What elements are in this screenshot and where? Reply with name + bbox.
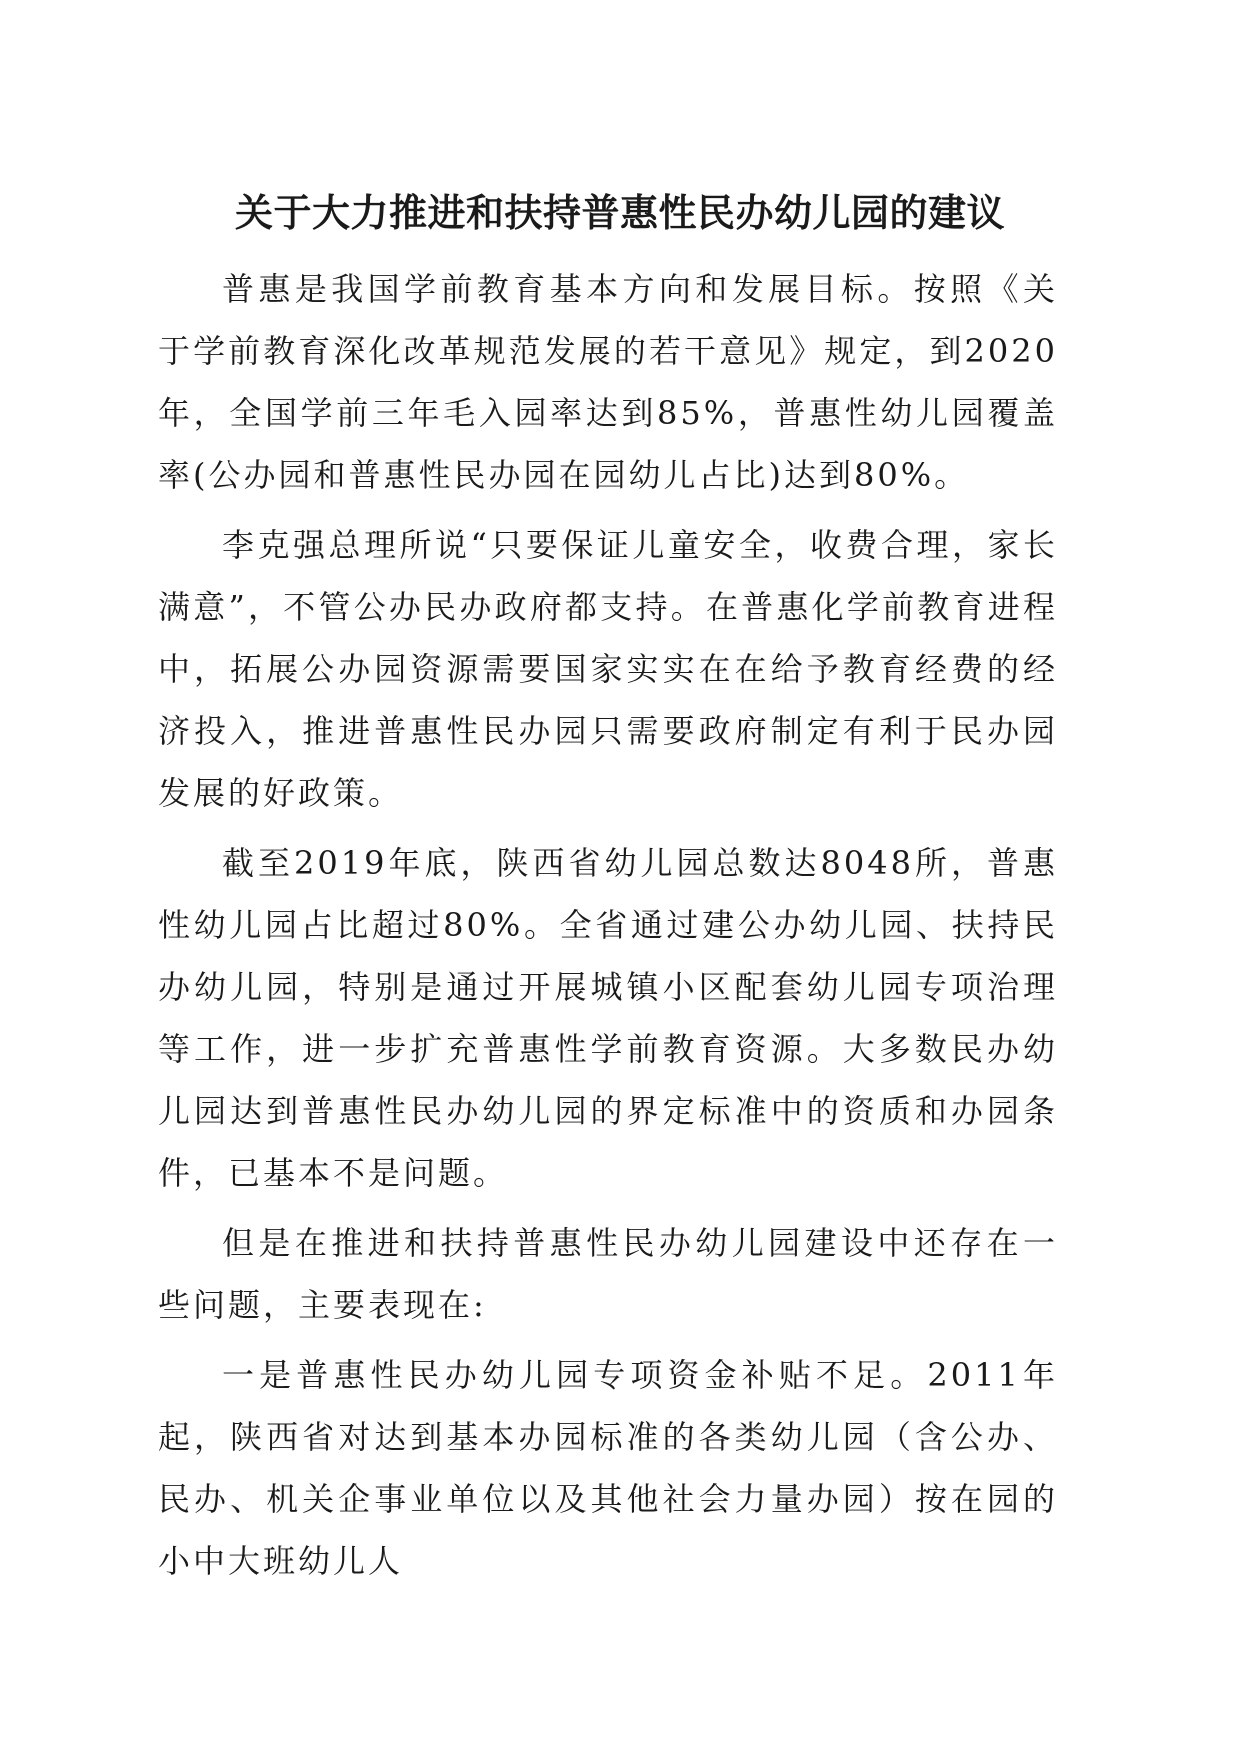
paragraph-4: 但是在推进和扶持普惠性民办幼儿园建设中还存在一些问题，主要表现在: bbox=[158, 1224, 1058, 1324]
paragraph-3: 截至2019年底，陕西省幼儿园总数达8048所，普惠性幼儿园占比超过80%。全省通过建公办幼儿园、扶持民办幼儿园，特别是通过开展城镇小区配套幼儿园专项治理等工作，进一步扩充普惠性学前教育资源。大多数民办幼儿园达到普惠性民办幼儿园的界定标准中的资质和办园条件，已基本不是问题。 bbox=[158, 844, 1058, 1192]
paragraph-1: 普惠是我国学前教育基本方向和发展目标。按照《关于学前教育深化改革规范发展的若干意见》规定，到2020年，全国学前三年毛入园率达到85%，普惠性幼儿园覆盖率(公办园和普惠性民办园在园幼儿占比)达到80%。 bbox=[158, 270, 1058, 494]
document-title: 关于大力推进和扶持普惠性民办幼儿园的建议 bbox=[234, 190, 1005, 235]
paragraph-5: 一是普惠性民办幼儿园专项资金补贴不足。2011年起，陕西省对达到基本办园标准的各类幼儿园（含公办、民办、机关企事业单位以及其他社会力量办园）按在园的小中大班幼儿人 bbox=[158, 1356, 1058, 1580]
paragraph-2: 李克强总理所说“只要保证儿童安全，收费合理，家长满意”，不管公办民办政府都支持。在普惠化学前教育进程中，拓展公办园资源需要国家实实在在给予教育经费的经济投入，推进普惠性民办园只需要政府制定有利于民办园发展的好政策。 bbox=[158, 526, 1058, 812]
document-body bbox=[158, 258, 1058, 1600]
